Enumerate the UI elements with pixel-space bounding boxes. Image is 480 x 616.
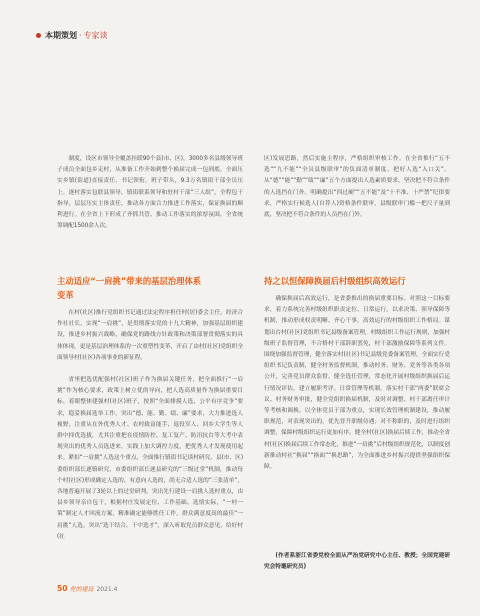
section-bullet-icon [36,33,41,38]
section-heading-line: 主动适应“一肩挑”带来的基层治理体系 [57,276,202,286]
paragraph: 在村(社区)推行党组织书记通过法定程序担任村(居)委会主任，经济合作社社长，实现“一肩挑”，是贯彻落实党的十九大精神，加强基层组织建设，推进乡村振兴战略，确保党的路线方针政策和决策部署贯彻落实的具体体现，更是基层治理体系的一次重塑性变革，开启了由村(社区)党组织全面领导村(社区)各项事业的新征程。 [57,310,243,361]
paragraph: 制度，设区市领导全覆盖挂联90个县(市、区)，3000多名县级领导班子成员全面包乡走村，从准备工作开始到整个换届完成一包到底。全面压实乡镇(街道)直接责任，书记领衔，班子带头，9.3万名镇街干部全员压上。逐村落实包联县领导、镇街联系领导和驻村干部“三人组”，全程包干指导，层层压实主体责任，推动各方面合力推进工作落实，保证换届的顺利进行。在全省上下形成了齐抓共管、推动工作落实的浓厚氛围，全省统筹调配1500余人次。 [57,156,243,230]
section-subtitle: 专家谈 [83,31,108,40]
section-separator: · [79,31,82,40]
section-heading: 持之以恒保障换届后村级组织高效运行 [264,276,406,286]
paragraph: 确保换届后高效运行，是省委推出的换届重要目标。对照这一目标要求，着力系统完善村级组织职责定位、日常运行，以求决策、领导保障等机制，推动形成权责明晰、齐心干事，高效运行的村级组织工作格局。谋划出台村(社区)党组织书记县级备案管理，村级组织工作运行规则，加强村级班子监督管理，不合格村干部辞职罢免，村干部激励保障等系列文件。围绕加强监督管理，健全落实村(社区)书记县级党委备案管理，全面实行党组织书记负责制，健全村务监督机制，推动村务、财务、党务等各类各项公开，完善党员群众监督。健全选任管理，常态化开展村级组织换届后运行情况评估，建立履职考评、日常管理等机制。落实村干部“两委”联席会议、村务财务审批，健全党组织换届机制，及时对调整、村干部离任审计等考核和调换。以全体党员干部为重点，实现长效管理机制建设，推动履职规范，对表现突出的，优先晋升职级待遇；对不称职的，及时进行组织调整，保障村级组织运行更加有序。健全村(社区)换届后续工作，推动全省村(社区)换届后续工作常态化，推进“一肩挑”后村级组织规范化，以制度创新推动村社“换届”“换面”“换思路”，为全面推进乡村振兴提供坚强组织保障。 [264,296,450,471]
left-column [57,154,243,565]
paragraph: 区)发展思路，然后实施主程序，严格组织审核工作。在全省推行“五不选”“九不能”“全员县级联审”的负面清单制度，把好人选“入口关”。从“德”“能”“勤”“绩”“廉”五个方面提出人选素质要求，坚决把不符合条件的人选挡在门外。明确提出“四过硬”“五不能”及“十不准、十严禁”纪律要求，严格实行候选人(自荐人)资格条件联审，县级联审门槛一把尺子量到底，坚决把不符合条件的人员挡在门外。 [264,156,450,219]
paragraph: 省里把选优配强村(社区)班子作为换届关键任务，把全面推行“一肩挑”作为核心要求，政策上树立优的导向，把人选高质量作为换届重要目标。着眼整体建强村(社区)班子，按照“全面排摸人选、公平有序竞争”要求，稳妥换届选举工作。突出“德、能、勤、绩、廉”要求，大力推进选人视野，注重从在外优秀人才、农村致富能手、退役军人、回乡大学生等人群中择优选拔，尤其注重把在疫情防控、复工复产、防汛抗台等大考中表现突出的优秀人员选进来。实践上加大调控力度，把优秀人才发现使用起来。紧扣“一肩挑”人选这个重点，全面推行镇街书记谈村研究、县(市、区)委组织部长逐镇研究、市委组织部长逐县研究的“三级过堂”机制，推动每个村(社区)形成确定人选的、有意向人选的，尚无合适人选的“三张清单”，各地普遍开展了3轮以上的过堂研判。突出先行建设一肩挑人选村重点，由县乡领导亲自包干，根据村庄发展定位、工作基础、选情实际，“一村一策”制定人才回流方案，精准确定能够胜任工作，群众满意度高的最佳“一肩挑”人选。突出“选干结合、干中选才”，深入听取党员群众意见，给好村(社 [57,377,243,540]
magazine-name: 党的建设 [69,586,94,593]
issue-number: 2021.4 [96,586,118,593]
page-footer [57,584,117,593]
author-note: (作者系浙江省委党校全面从严治党研究中心主任、教授；全国党建研究会特邀研究员) [264,553,450,571]
page-number: 50 [57,584,68,593]
section-heading [57,274,243,302]
section-heading-line: 变革 [57,290,74,300]
page-header [36,30,108,41]
right-column [264,154,450,573]
section-title: 本期策划 [45,31,77,40]
